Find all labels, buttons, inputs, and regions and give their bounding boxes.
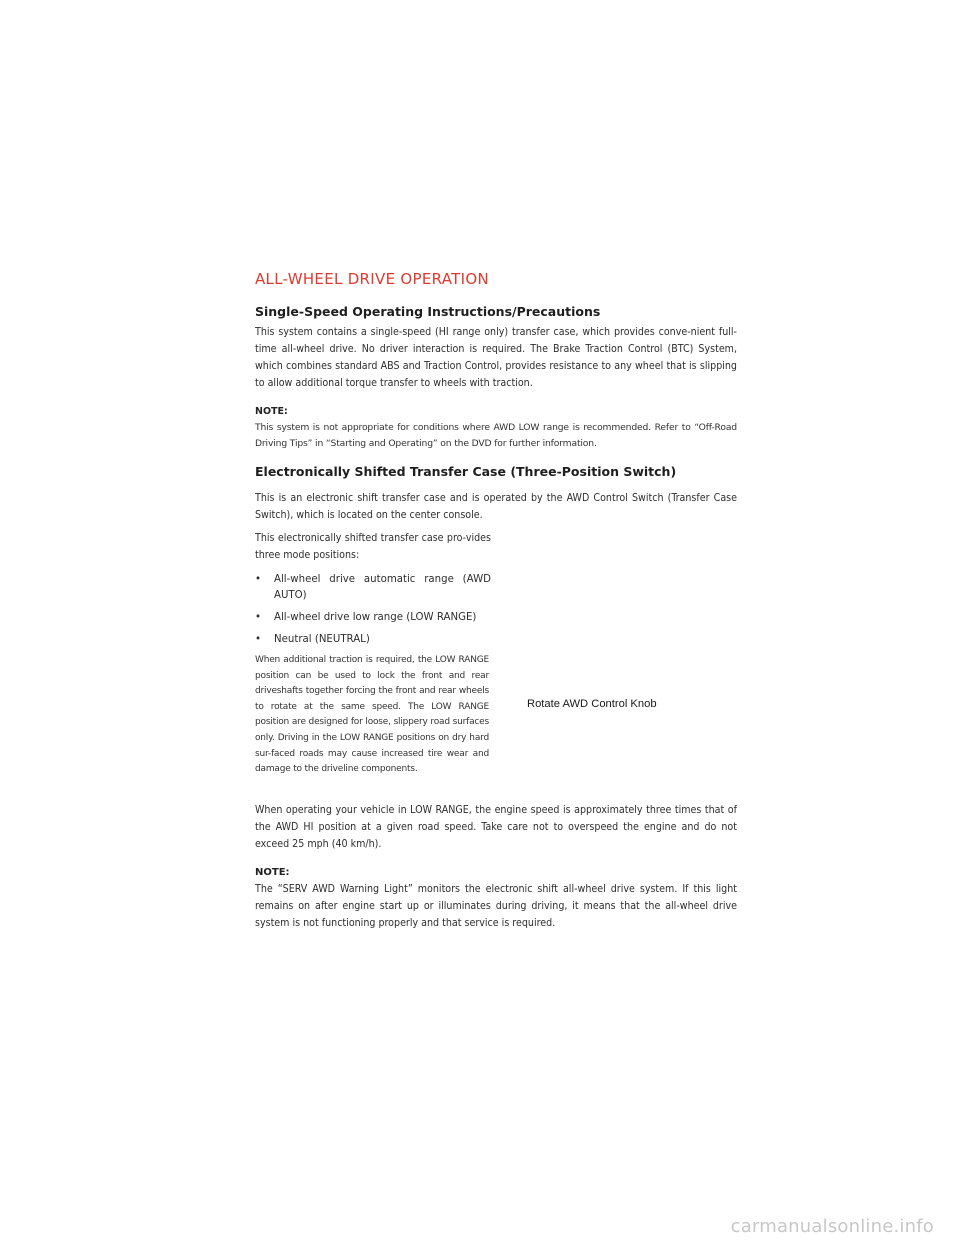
subsection-title-single-speed: Single-Speed Operating Instructions/Precautions xyxy=(255,304,601,319)
subsection-title-transfer-case: Electronically Shifted Transfer Case (Three-Position Switch) xyxy=(255,464,677,479)
awd-control-knob-figure xyxy=(505,488,737,693)
bullet-icon: • xyxy=(255,612,262,623)
bullet-icon: • xyxy=(255,634,262,645)
note-label: NOTE: xyxy=(255,406,288,417)
list-item xyxy=(255,632,491,648)
paragraph-transfer-case-intro: This is an electronic shift transfer case and is operated by the AWD Control Switch (Transfer Case Switch), which is located on the center console. xyxy=(255,492,737,521)
list-item xyxy=(255,610,491,626)
figure-caption: Rotate AWD Control Knob xyxy=(527,698,657,710)
note-label: NOTE: xyxy=(255,867,290,878)
list-item-text: All-wheel drive automatic range (AWD AUTO) xyxy=(274,574,491,601)
mode-positions-list xyxy=(255,572,491,654)
bullet-icon: • xyxy=(255,574,262,585)
paragraph-mode-positions: This electronically shifted transfer case pro-vides three mode positions: xyxy=(255,532,491,561)
list-item-text: All-wheel drive low range (LOW RANGE) xyxy=(274,612,477,623)
watermark: carmanualsonline.info xyxy=(730,1216,934,1237)
section-title: ALL-WHEEL DRIVE OPERATION xyxy=(255,270,489,288)
paragraph-low-range-engine-speed: When operating your vehicle in LOW RANGE, the engine speed is approximately three times that of the AWD HI position at a given road speed. Take care not to overspeed the engine and do not exceed 25 mph (40 km/h). xyxy=(255,804,737,850)
note-text: This system is not appropriate for conditions where AWD LOW range is recommended. Refer to “Off-Road Driving Tips” in “Starting and Operating” on the DVD for further information. xyxy=(255,422,737,449)
note-text-serv-awd: The “SERV AWD Warning Light” monitors the electronic shift all-wheel drive system. If this light remains on after engine start up or illuminates during driving, it means that the all-wheel drive system is not functioning properly and that service is required. xyxy=(255,883,737,929)
list-item xyxy=(255,572,491,604)
paragraph-single-speed: This system contains a single-speed (HI range only) transfer case, which provides conve-nient full-time all-wheel drive. No driver interaction is required. The Brake Traction Control (BTC) System, which combines standard ABS and Traction Control, provides resistance to any wheel that is slipping to allow additional torque transfer to wheels with traction. xyxy=(255,326,737,389)
list-item-text: Neutral (NEUTRAL) xyxy=(274,634,370,645)
paragraph-low-range: When additional traction is required, the LOW RANGE position can be used to lock the front and rear driveshafts together forcing the front and rear wheels to rotate at the same speed. The LOW RANGE position are designed for loose, slippery road surfaces only. Driving in the LOW RANGE positions on dry hard sur-faced roads may cause increased tire wear and damage to the driveline components. xyxy=(255,655,489,775)
